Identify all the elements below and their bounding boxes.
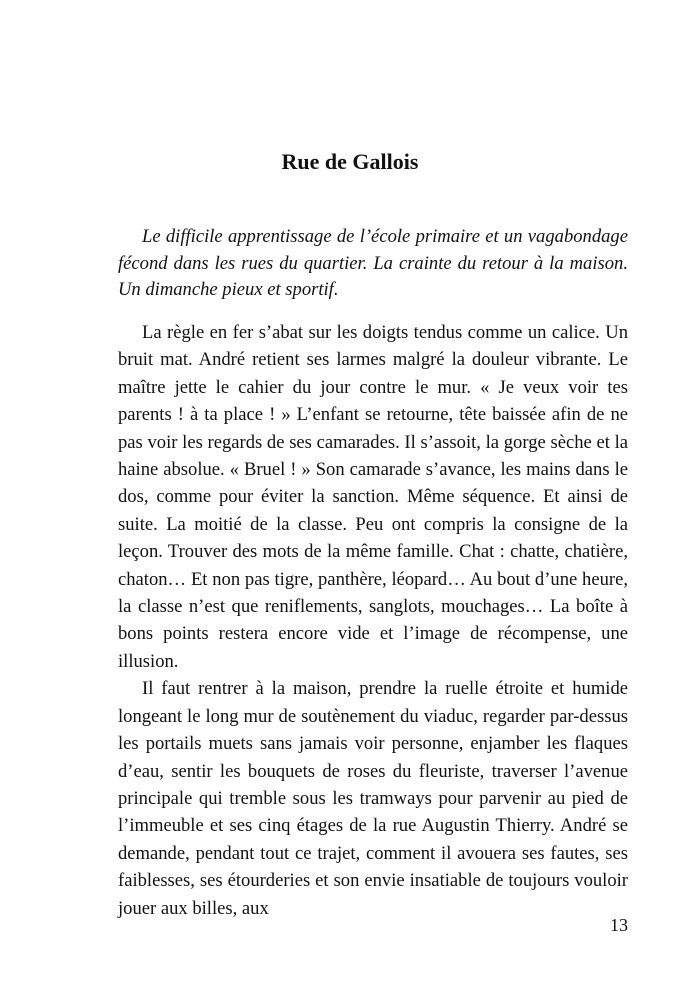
paragraph: La règle en fer s’abat sur les doigts tendus comme un calice. Un bruit mat. André retient ses larmes malgré la douleur vibrante. Le maître jette le cahier du jour contre le mur. « Je veux voir tes parents ! à ta place ! » L’enfant se retourne, tête baissée afin de ne pas voir les regards de ses camarades. Il s’assoit, la gorge sèche et la haine absolue. « Bruel ! » Son camarade s’avance, les mains dans le dos, comme pour éviter la sanction. Même séquence. Et ainsi de suite. La moitié de la classe. Peu ont compris la consigne de la leçon. Trouver des mots de la même famille. Chat : chatte, chatière, chaton… Et non pas tigre, panthère, léopard… Au bout d’une heure, la classe n’est que reniflements, sanglots, mouchages… La boîte à bons points restera encore vide et l’image de récompense, une illusion. — [118, 322, 628, 672]
paragraph: Il faut rentrer à la maison, prendre la ruelle étroite et humide longeant le long mur de soutènement du viaduc, regarder par-dessus les portails muets sans jamais voir personne, enjamber les flaques d’eau, sentir les bouquets de roses du fleuriste, traverser l’avenue principale qui tremble sous les tramways pour parvenir au pied de l’immeuble et ses cinq étages de la rue Augustin Thierry. André se demande, pendant tout ce trajet, comment il avouera ses fautes, ses faiblesses, ses étourderies et son envie insatiable de toujours vouloir jouer aux billes, aux — [118, 678, 628, 919]
body-text — [118, 319, 628, 922]
chapter-abstract: Le difficile apprentissage de l’école primaire et un vagabondage fécond dans les rues du quartier. La crainte du retour à la maison. Un dimanche pieux et sportif. — [118, 226, 628, 300]
page-number: 13 — [610, 915, 628, 935]
chapter-title: Rue de Gallois — [281, 149, 419, 174]
